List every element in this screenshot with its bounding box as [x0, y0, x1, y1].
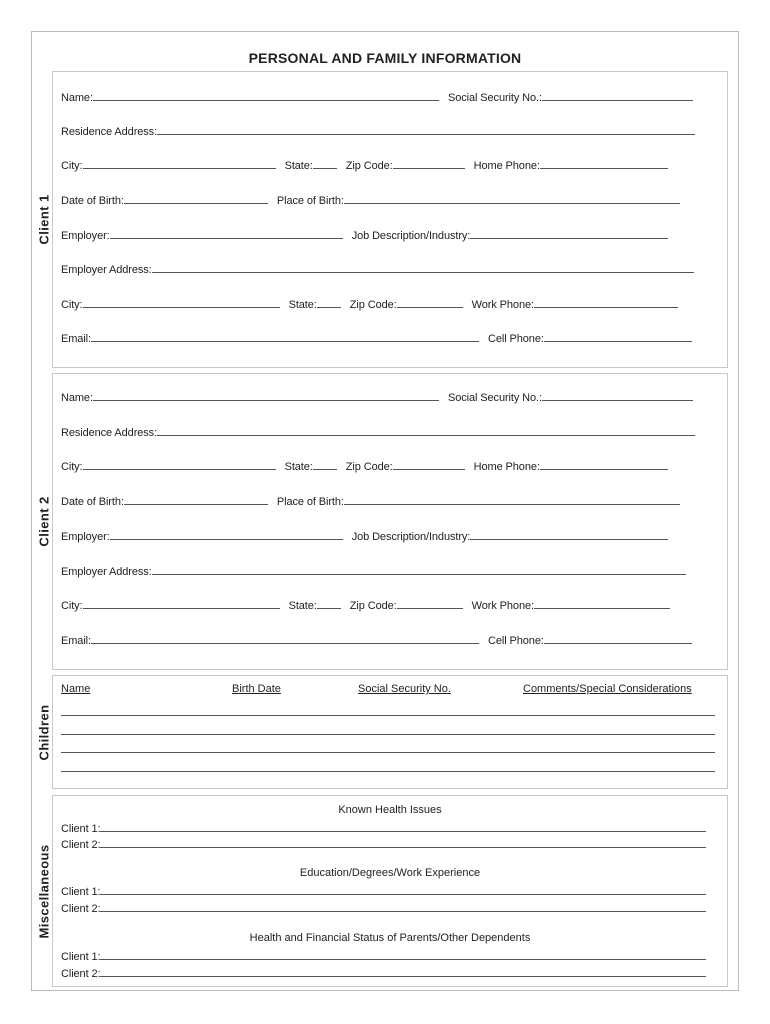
child-entry-line[interactable] — [61, 752, 715, 753]
client1-dob-field[interactable] — [124, 193, 268, 204]
client2-row-work-city — [61, 598, 670, 613]
work-phone-label: Work Phone: — [471, 299, 534, 311]
client1-row-work-city — [61, 297, 678, 312]
client1-row-city — [61, 158, 668, 173]
child-entry-line[interactable] — [61, 771, 715, 772]
client1-zip-field[interactable] — [393, 158, 465, 169]
client1-row-birth — [61, 193, 680, 208]
client1-email-field[interactable] — [91, 331, 479, 342]
employer-label: Employer: — [61, 230, 110, 242]
client1-section — [52, 71, 728, 368]
client2-row-employer-address — [61, 564, 686, 579]
employer-address-label: Employer Address: — [61, 264, 152, 276]
misc-heading-parents: Health and Financial Status of Parents/Other Dependents — [249, 932, 531, 944]
pob-label: Place of Birth: — [276, 496, 344, 508]
city-label: City: — [61, 461, 83, 473]
misc-parents-client2-row — [61, 966, 706, 981]
email-label: Email: — [61, 333, 91, 345]
client1-residence-field[interactable] — [157, 124, 695, 135]
client1-line-label: Client 1: — [61, 951, 101, 963]
client1-work-state-field[interactable] — [317, 297, 341, 308]
client2-cell-phone-field[interactable] — [544, 633, 692, 644]
residence-label: Residence Address: — [61, 126, 158, 138]
client2-work-phone-field[interactable] — [534, 598, 670, 609]
client2-residence-field[interactable] — [157, 425, 695, 436]
pob-label: Place of Birth: — [276, 195, 344, 207]
misc-health-client1-field[interactable] — [100, 821, 706, 832]
client1-row-name — [61, 90, 693, 105]
client1-job-field[interactable] — [470, 228, 668, 239]
client1-row-email — [61, 331, 692, 346]
misc-heading-education: Education/Degrees/Work Experience — [299, 867, 481, 879]
client1-line-label: Client 1: — [61, 886, 101, 898]
zip-label: Zip Code: — [349, 600, 397, 612]
misc-parents-client1-field[interactable] — [100, 949, 706, 960]
children-header-comments: Comments/Special Considerations — [523, 683, 692, 695]
client2-job-field[interactable] — [470, 529, 668, 540]
state-label: State: — [284, 160, 313, 172]
zip-label: Zip Code: — [349, 299, 397, 311]
misc-label: Miscellaneous — [36, 843, 52, 939]
misc-parents-client1-row — [61, 949, 706, 964]
client2-line-label: Client 2: — [61, 839, 101, 851]
state-label: State: — [284, 461, 313, 473]
client1-name-field[interactable] — [93, 90, 439, 101]
city-label: City: — [61, 299, 83, 311]
zip-label: Zip Code: — [345, 461, 393, 473]
client2-employer-field[interactable] — [110, 529, 343, 540]
ssn-label: Social Security No.: — [447, 92, 542, 104]
client1-state-field[interactable] — [313, 158, 337, 169]
client2-row-name — [61, 390, 693, 405]
client2-row-birth — [61, 494, 680, 509]
children-label: Children — [36, 704, 52, 760]
client2-row-employer — [61, 529, 668, 544]
dob-label: Date of Birth: — [61, 195, 124, 207]
misc-health-client2-field[interactable] — [100, 837, 706, 848]
child-entry-line[interactable] — [61, 715, 715, 716]
residence-label: Residence Address: — [61, 427, 158, 439]
city-label: City: — [61, 600, 83, 612]
child-entry-line[interactable] — [61, 734, 715, 735]
client1-employer-field[interactable] — [110, 228, 343, 239]
misc-parents-client2-field[interactable] — [100, 966, 706, 977]
email-label: Email: — [61, 635, 91, 647]
client1-work-zip-field[interactable] — [397, 297, 463, 308]
client2-section — [52, 373, 728, 670]
client1-row-employer-address — [61, 262, 694, 277]
misc-education-client1-field[interactable] — [100, 884, 706, 895]
client2-state-field[interactable] — [313, 459, 337, 470]
client2-label: Client 2 — [36, 496, 52, 547]
work-phone-label: Work Phone: — [471, 600, 534, 612]
client2-work-city-field[interactable] — [83, 598, 280, 609]
children-header-birth-date: Birth Date — [232, 683, 281, 695]
misc-health-client1-row — [61, 821, 706, 836]
ssn-label: Social Security No.: — [447, 392, 542, 404]
client1-row-employer — [61, 228, 668, 243]
client2-dob-field[interactable] — [124, 494, 268, 505]
client1-employer-address-field[interactable] — [152, 262, 694, 273]
client1-row-residence — [61, 124, 695, 139]
misc-education-client2-row — [61, 901, 706, 916]
dob-label: Date of Birth: — [61, 496, 124, 508]
client1-ssn-field[interactable] — [542, 90, 693, 101]
client2-zip-field[interactable] — [393, 459, 465, 470]
misc-heading-health: Known Health Issues — [338, 804, 442, 816]
misc-health-client2-row — [61, 837, 706, 852]
employer-address-label: Employer Address: — [61, 566, 152, 578]
state-label: State: — [288, 299, 317, 311]
client1-line-label: Client 1: — [61, 823, 101, 835]
client2-home-phone-field[interactable] — [540, 459, 668, 470]
zip-label: Zip Code: — [345, 160, 393, 172]
children-header-name: Name — [61, 683, 91, 695]
client2-work-state-field[interactable] — [317, 598, 341, 609]
job-label: Job Description/Industry: — [351, 230, 471, 242]
misc-education-client2-field[interactable] — [100, 901, 706, 912]
client1-work-phone-field[interactable] — [534, 297, 678, 308]
home-phone-label: Home Phone: — [473, 461, 540, 473]
client2-row-email — [61, 633, 692, 648]
job-label: Job Description/Industry: — [351, 531, 471, 543]
client1-home-phone-field[interactable] — [540, 158, 668, 169]
children-header-row — [61, 683, 715, 697]
cell-phone-label: Cell Phone: — [488, 333, 544, 345]
client2-row-city — [61, 459, 668, 474]
name-label: Name: — [61, 392, 93, 404]
client2-ssn-field[interactable] — [542, 390, 693, 401]
client2-row-residence — [61, 425, 695, 440]
employer-label: Employer: — [61, 531, 110, 543]
client2-work-zip-field[interactable] — [397, 598, 463, 609]
client2-line-label: Client 2: — [61, 903, 101, 915]
client2-pob-field[interactable] — [344, 494, 680, 505]
client2-line-label: Client 2: — [61, 968, 101, 980]
client2-name-field[interactable] — [93, 390, 439, 401]
client2-employer-address-field[interactable] — [152, 564, 686, 575]
client2-city-field[interactable] — [83, 459, 276, 470]
city-label: City: — [61, 160, 83, 172]
misc-education-client1-row — [61, 884, 706, 899]
children-header-ssn: Social Security No. — [358, 683, 451, 695]
cell-phone-label: Cell Phone: — [488, 635, 544, 647]
client1-city-field[interactable] — [83, 158, 276, 169]
state-label: State: — [288, 600, 317, 612]
home-phone-label: Home Phone: — [473, 160, 540, 172]
client1-label: Client 1 — [36, 194, 52, 245]
client1-pob-field[interactable] — [344, 193, 680, 204]
form-title: PERSONAL AND FAMILY INFORMATION — [248, 50, 522, 66]
client1-cell-phone-field[interactable] — [544, 331, 692, 342]
client2-email-field[interactable] — [91, 633, 479, 644]
name-label: Name: — [61, 92, 93, 104]
client1-work-city-field[interactable] — [83, 297, 280, 308]
